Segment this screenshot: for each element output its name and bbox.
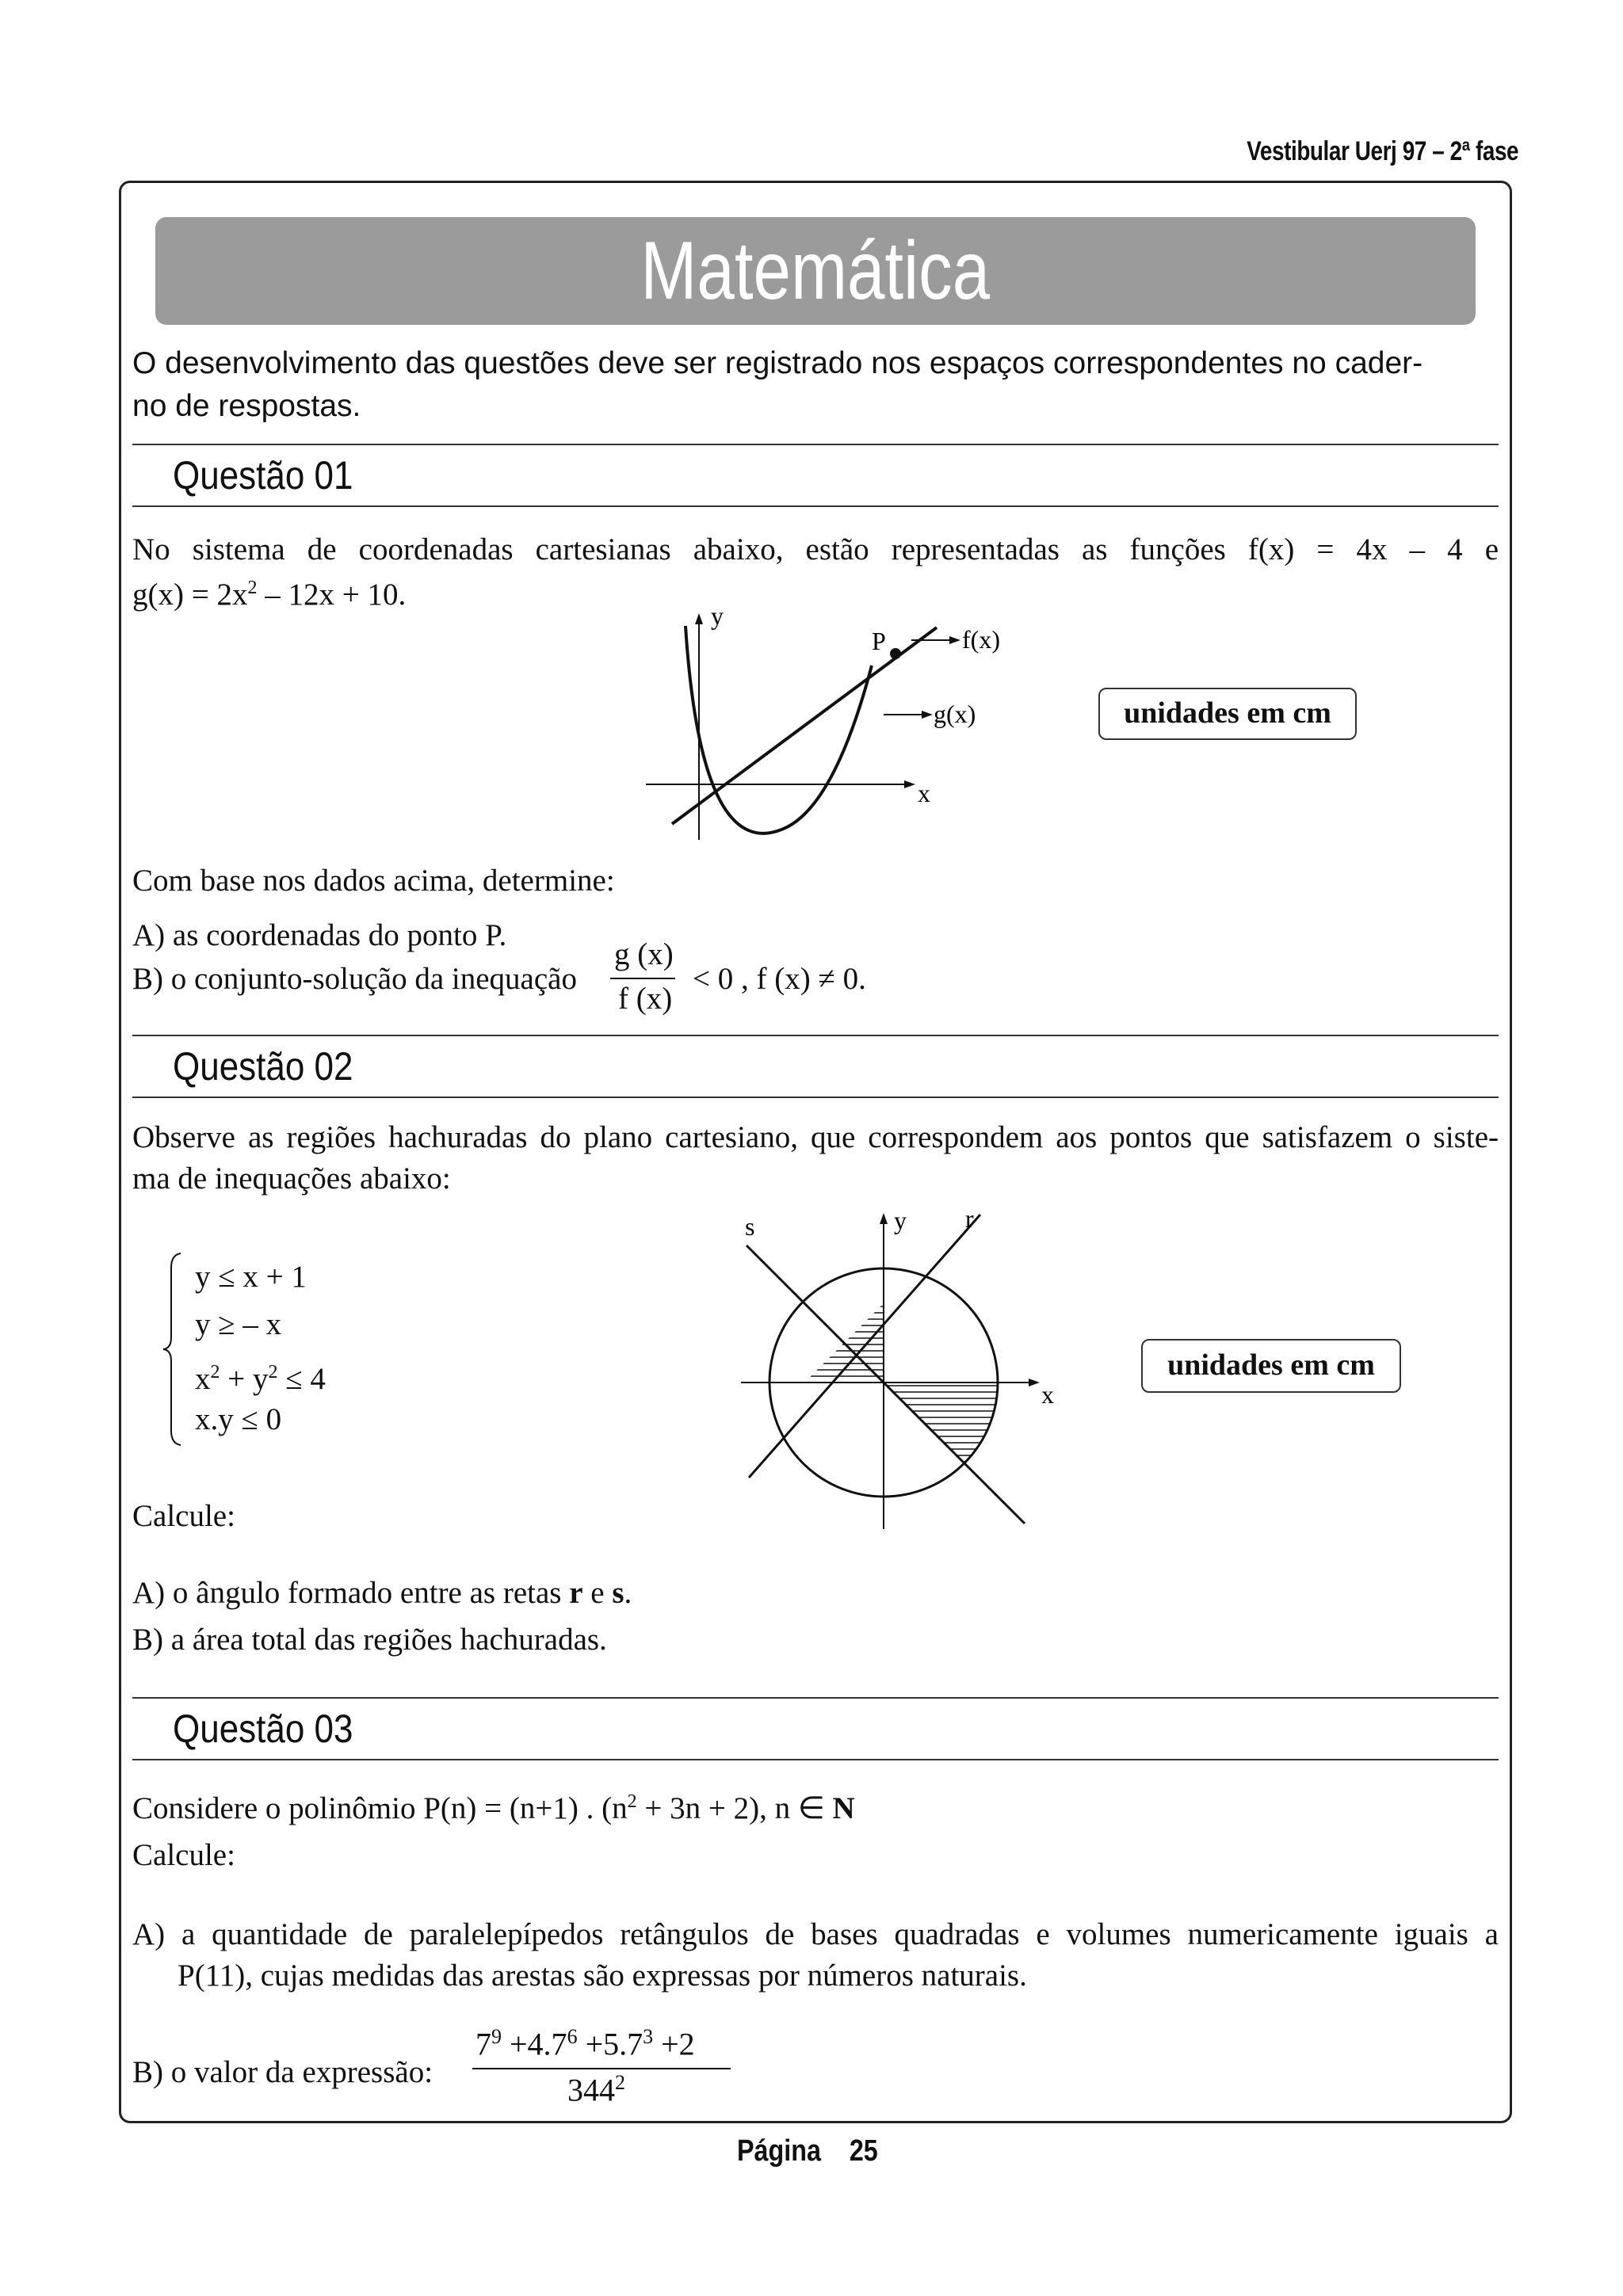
subject-title: Matemática [640,225,991,317]
page-label: Página [737,2134,821,2168]
divider [132,1035,1499,1036]
q1-statement-line-1: No sistema de coordenadas cartesianas abaixo, estão representadas as funções f(x) = 4x – 4 e [132,532,1499,566]
system-eq-1: y ≤ x + 1 [195,1260,307,1294]
exam-header: Vestibular Uerj 97 – 2ª fase [1247,136,1518,166]
q3-calc-label: Calcule: [132,1838,235,1872]
divider [132,1759,1499,1760]
q3-item-a-line-1: A) a quantidade de paralelepípedos retângulos de bases quadradas e volumes numericamente iguais a [132,1917,1499,1951]
page-number: 25 [849,2134,878,2168]
q3-expression-denominator: $344^2$ [567,2071,625,2108]
g-parabola [685,626,872,833]
page-footer [737,2134,878,2168]
units-box-q2: unidades em cm [1141,1339,1401,1393]
q1-inequality-tail: < 0 , f (x) ≠ 0. [693,962,866,996]
q2-s-label: s [745,1212,755,1241]
q1-y-arrow [695,613,703,624]
q1-graph [634,602,1030,848]
question-title-03: Questão 03 [173,1707,353,1751]
divider [132,1697,1499,1699]
q2-y-arrow [880,1213,888,1224]
q2-statement-line-1: Observe as regiões hachuradas do plano cartesiano, que correspondem aos pontos que satisfazem o siste- [132,1120,1499,1154]
q1-statement-line-2: $g(x) = 2x^2 - 12x + 10$. [132,578,407,612]
system-eq-2: y ≥ – x [195,1307,282,1341]
divider [132,505,1499,507]
q2-item-a: A) o ângulo formado entre as retas r e s. [132,1576,632,1610]
line-s [747,1245,1025,1524]
q1-item-a: A) as coordenadas do ponto P. [132,918,507,952]
question-title-01: Questão 01 [173,453,353,498]
q2-r-label: r [965,1204,974,1233]
q2-calc-label: Calcule: [132,1499,235,1533]
q2-x-arrow [1029,1379,1040,1386]
q1-P-label: P [872,627,886,655]
divider [132,444,1499,445]
q3-item-b: B) o valor da expressão: [132,2055,433,2089]
system-eq-3: $x^2 + y^2 \le 4$ [195,1362,326,1396]
q1-fraction-bar [610,978,675,979]
q2-item-b: B) a área total das regiões hachuradas. [132,1623,607,1657]
q1-base-text: Com base nos dados acima, determine: [132,864,615,898]
subject-banner [155,217,1476,325]
q1-fraction-denominator: f (x) [618,982,673,1016]
question-title-02: Questão 02 [173,1044,353,1089]
q1-x-arrow [904,780,915,788]
q1-fraction-numerator: g (x) [614,937,674,971]
q3-fraction-bar [472,2068,731,2069]
q1-g-label: g(x) [934,700,976,728]
q3-item-a-line-2: P(11), cujas medidas das arestas são expressas por números naturais. [178,1958,1027,1993]
q1-x-label: x [918,779,930,807]
q1-f-label: f(x) [962,625,1000,654]
system-eq-4: x.y ≤ 0 [195,1402,282,1436]
units-box-q1: unidades em cm [1098,688,1357,740]
q3-expression-numerator: $7^9 +4.7^6 +5.7^3 +2$ [475,2025,695,2062]
q2-graph [729,1200,1078,1533]
q2-statement-line-2: ma de inequações abaixo: [132,1161,451,1196]
q3-statement: Considere o polinômio P(n) = (n+1) . $(n^2 + 3n + 2)$, n ∈ N [132,1791,855,1825]
q1-item-b: B) o conjunto-solução da inequação [132,962,577,996]
q2-x-label: x [1041,1380,1054,1409]
intro-line-2: no de respostas. [132,389,361,423]
point-P [890,648,901,659]
system-brace [158,1250,190,1448]
q2-y-label: y [894,1206,907,1234]
line-r [749,1215,980,1478]
divider [132,1097,1499,1098]
intro-text [132,342,1499,428]
intro-line-1: O desenvolvimento das questões deve ser registrado nos espaços correspondentes no cader- [132,346,1423,380]
q1-y-label: y [711,602,724,630]
